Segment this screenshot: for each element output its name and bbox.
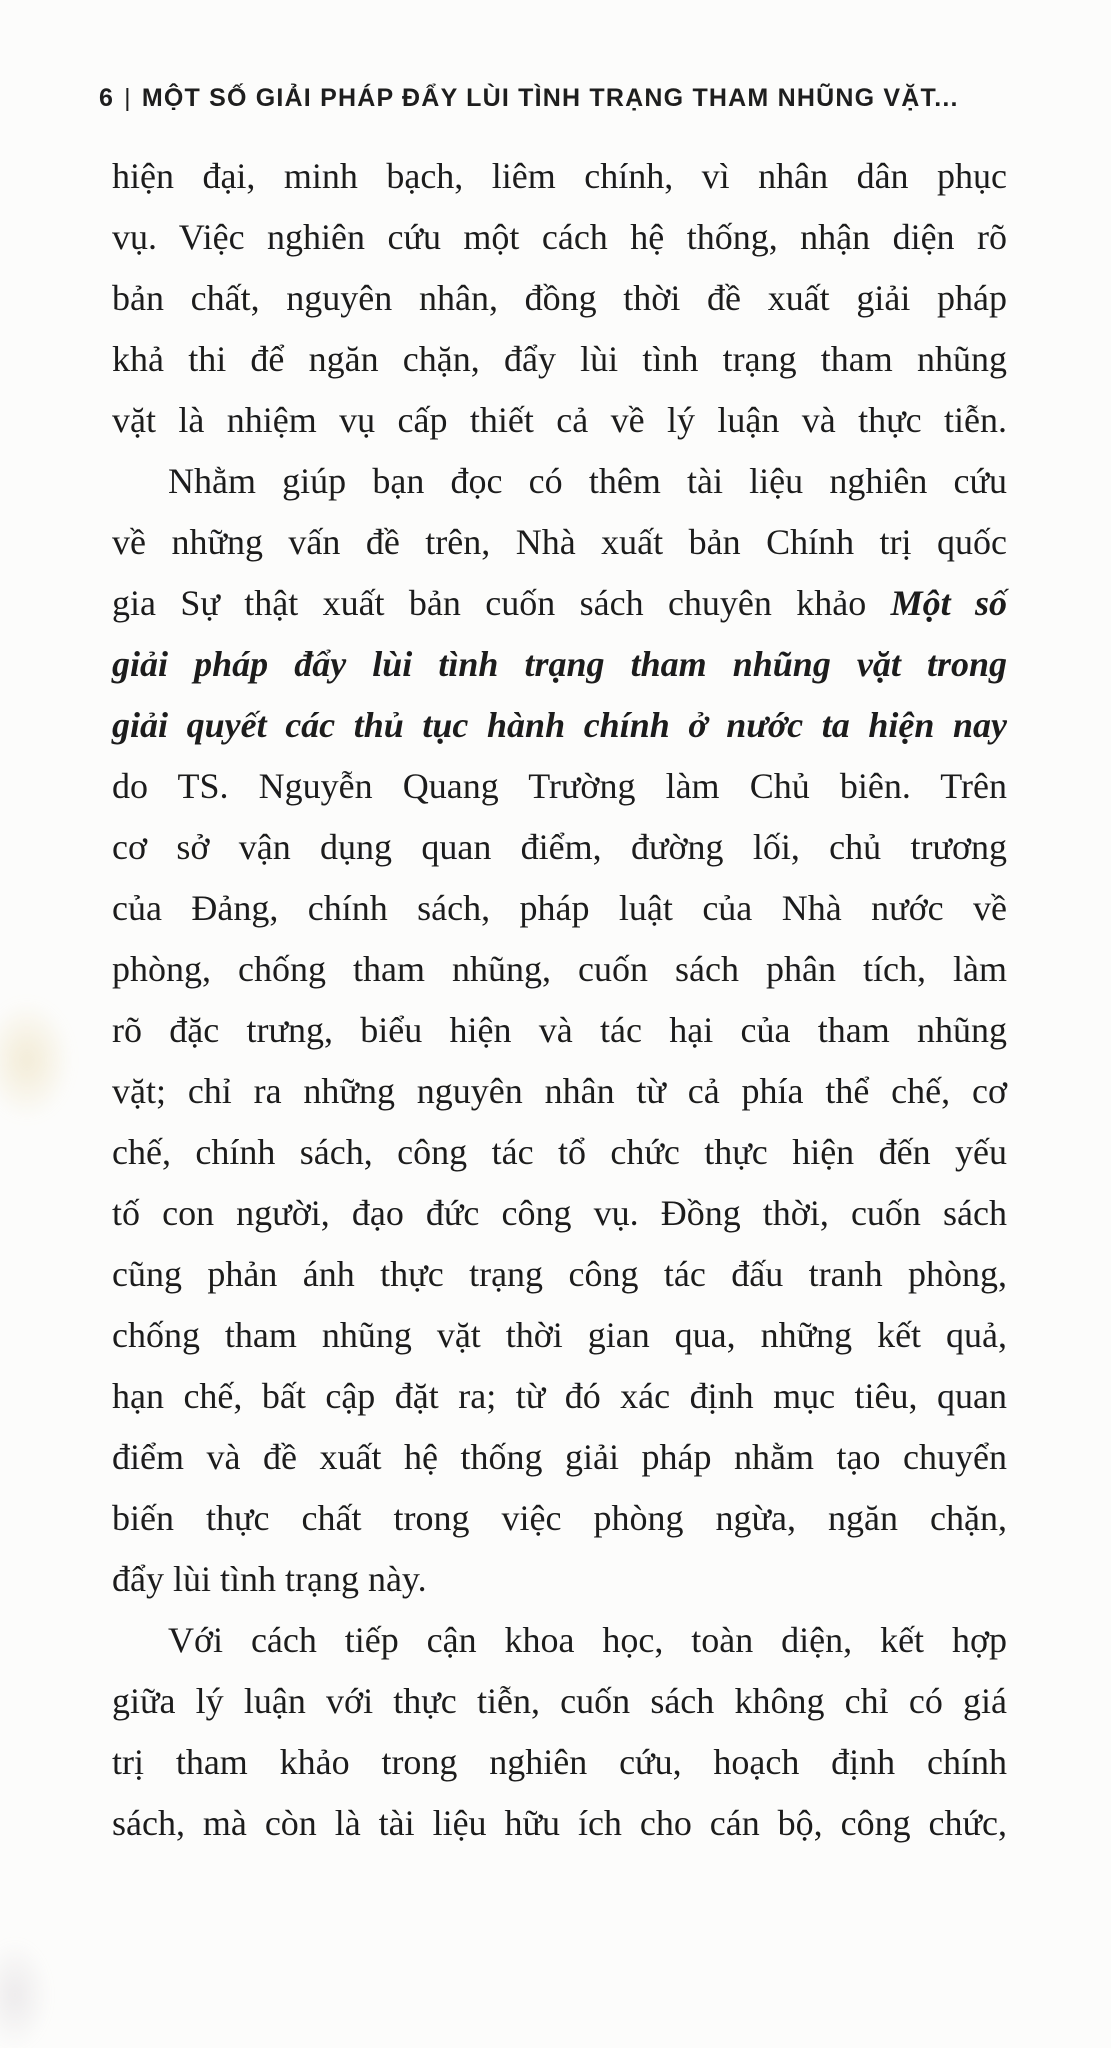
text-line bbox=[112, 756, 1007, 817]
text-segment: hạn chế, bất cập đặt ra; từ đó xác định mục tiêu, quan bbox=[112, 1376, 1007, 1416]
text-line bbox=[112, 1549, 1007, 1610]
text-segment: giữa lý luận với thực tiễn, cuốn sách không chỉ có giá bbox=[112, 1681, 1007, 1721]
text-line bbox=[112, 1244, 1007, 1305]
text-line bbox=[112, 390, 1007, 451]
running-header bbox=[99, 84, 959, 113]
text-segment: cũng phản ánh thực trạng công tác đấu tranh phòng, bbox=[112, 1254, 1007, 1294]
text-segment: của Đảng, chính sách, pháp luật của Nhà nước về bbox=[112, 888, 1007, 928]
text-line bbox=[112, 512, 1007, 573]
text-line bbox=[112, 1366, 1007, 1427]
text-line bbox=[112, 695, 1007, 756]
text-line bbox=[112, 1183, 1007, 1244]
text-segment: về những vấn đề trên, Nhà xuất bản Chính trị quốc bbox=[112, 522, 1007, 562]
scan-artifact bbox=[0, 1940, 50, 2048]
text-line bbox=[112, 939, 1007, 1000]
header-separator: | bbox=[124, 84, 132, 112]
running-title: MỘT SỐ GIẢI PHÁP ĐẨY LÙI TÌNH TRẠNG THAM NHŨNG VẶT... bbox=[141, 84, 959, 112]
text-line bbox=[112, 268, 1007, 329]
text-line bbox=[112, 329, 1007, 390]
text-line bbox=[112, 573, 1007, 634]
book-title-emphasis: giải quyết các thủ tục hành chính ở nước ta hiện nay bbox=[112, 705, 1007, 745]
text-segment: bản chất, nguyên nhân, đồng thời đề xuất giải pháp bbox=[112, 278, 1007, 318]
text-segment: vặt là nhiệm vụ cấp thiết cả về lý luận và thực tiễn. bbox=[112, 400, 1007, 440]
text-segment: trị tham khảo trong nghiên cứu, hoạch định chính bbox=[112, 1742, 1007, 1782]
body-text bbox=[112, 146, 1007, 1854]
text-line bbox=[112, 1427, 1007, 1488]
text-line bbox=[112, 878, 1007, 939]
text-line bbox=[112, 1305, 1007, 1366]
text-segment: gia Sự thật xuất bản cuốn sách chuyên khảo bbox=[112, 583, 891, 623]
book-title-emphasis: Một số bbox=[890, 583, 1007, 623]
text-segment: do TS. Nguyễn Quang Trường làm Chủ biên. Trên bbox=[112, 766, 1007, 806]
text-line bbox=[112, 1610, 1007, 1671]
text-segment: rõ đặc trưng, biểu hiện và tác hại của tham nhũng bbox=[112, 1010, 1007, 1050]
scan-artifact bbox=[0, 1000, 72, 1120]
text-segment: điểm và đề xuất hệ thống giải pháp nhằm tạo chuyển bbox=[112, 1437, 1007, 1477]
text-segment: phòng, chống tham nhũng, cuốn sách phân tích, làm bbox=[112, 949, 1007, 989]
text-line bbox=[112, 1488, 1007, 1549]
text-segment: Nhằm giúp bạn đọc có thêm tài liệu nghiên cứu bbox=[168, 461, 1007, 501]
text-line bbox=[112, 1000, 1007, 1061]
text-line bbox=[112, 1732, 1007, 1793]
text-line bbox=[112, 207, 1007, 268]
text-segment: hiện đại, minh bạch, liêm chính, vì nhân dân phục bbox=[112, 156, 1007, 196]
text-segment: cơ sở vận dụng quan điểm, đường lối, chủ trương bbox=[112, 827, 1007, 867]
text-segment: Với cách tiếp cận khoa học, toàn diện, kết hợp bbox=[168, 1620, 1007, 1660]
text-line bbox=[112, 451, 1007, 512]
text-segment: đẩy lùi tình trạng này. bbox=[112, 1559, 427, 1599]
text-segment: tố con người, đạo đức công vụ. Đồng thời, cuốn sách bbox=[112, 1193, 1007, 1233]
text-line bbox=[112, 817, 1007, 878]
page-number: 6 bbox=[99, 84, 115, 112]
text-line bbox=[112, 146, 1007, 207]
text-segment: chống tham nhũng vặt thời gian qua, những kết quả, bbox=[112, 1315, 1007, 1355]
text-segment: vụ. Việc nghiên cứu một cách hệ thống, nhận diện rõ bbox=[112, 217, 1007, 257]
text-segment: vặt; chỉ ra những nguyên nhân từ cả phía thể chế, cơ bbox=[112, 1071, 1007, 1111]
text-segment: chế, chính sách, công tác tổ chức thực hiện đến yếu bbox=[112, 1132, 1007, 1172]
text-line bbox=[112, 634, 1007, 695]
text-segment: khả thi để ngăn chặn, đẩy lùi tình trạng tham nhũng bbox=[112, 339, 1007, 379]
text-line bbox=[112, 1061, 1007, 1122]
book-title-emphasis: giải pháp đẩy lùi tình trạng tham nhũng vặt trong bbox=[112, 644, 1007, 684]
text-segment: biến thực chất trong việc phòng ngừa, ngăn chặn, bbox=[112, 1498, 1007, 1538]
text-line bbox=[112, 1793, 1007, 1854]
text-line bbox=[112, 1671, 1007, 1732]
text-line bbox=[112, 1122, 1007, 1183]
text-segment: sách, mà còn là tài liệu hữu ích cho cán bộ, công chức, bbox=[112, 1803, 1007, 1843]
